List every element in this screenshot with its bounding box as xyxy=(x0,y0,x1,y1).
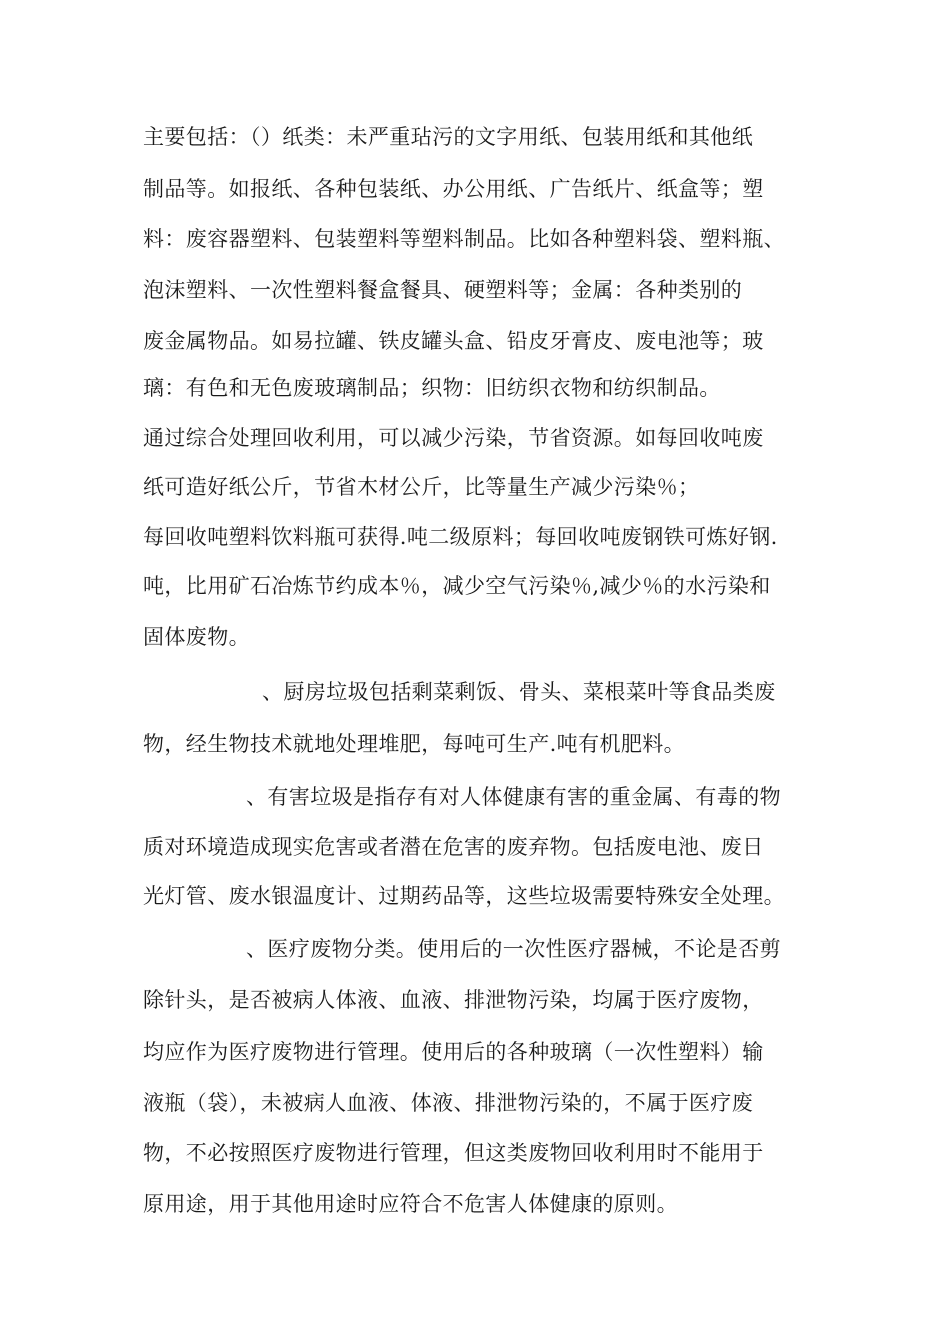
text-line: 料：废容器塑料、包装塑料等塑料制品。比如各种塑料袋、塑料瓶、 xyxy=(143,227,785,251)
text-line: 、厨房垃圾包括剩菜剩饭、骨头、菜根菜叶等食品类废 xyxy=(262,680,776,704)
text-line: 主要包括：（）纸类：未严重玷污的文字用纸、包装用纸和其他纸 xyxy=(143,125,754,149)
text-line: 物，经生物技术就地处理堆肥，每吨可生产.吨有机肥料。 xyxy=(143,732,686,756)
text-line: 固体废物。 xyxy=(143,625,250,649)
text-line: 泡沫塑料、一次性塑料餐盒餐具、硬塑料等；金属：各种类别的 xyxy=(143,278,743,302)
text-line: 每回收吨塑料饮料瓶可获得.吨二级原料；每回收吨废钢铁可炼好钢. xyxy=(143,525,778,549)
text-line: 吨，比用矿石冶炼节约成本％，减少空气污染％,减少％的水污染和 xyxy=(143,574,771,598)
text-line: 光灯管、废水银温度计、过期药品等，这些垃圾需要特殊安全处理。 xyxy=(143,884,785,908)
text-line: 璃：有色和无色废玻璃制品；织物：旧纺织衣物和纺织制品。 xyxy=(143,376,721,400)
text-line: 均应作为医疗废物进行管理。使用后的各种玻璃（一次性塑料）输 xyxy=(143,1040,764,1064)
text-line: 质对环境造成现实危害或者潜在危害的废弃物。包括废电池、废日 xyxy=(143,835,764,859)
text-line: 纸可造好纸公斤，节省木材公斤，比等量生产减少污染％； xyxy=(143,475,700,499)
text-line: 物，不必按照医疗废物进行管理，但这类废物回收利用时不能用于 xyxy=(143,1141,764,1165)
text-line: 、有害垃圾是指存有对人体健康有害的重金属、有毒的物 xyxy=(246,785,781,809)
text-line: 废金属物品。如易拉罐、铁皮罐头盒、铅皮牙膏皮、废电池等；玻 xyxy=(143,329,764,353)
text-line: 制品等。如报纸、各种包装纸、办公用纸、广告纸片、纸盒等；塑 xyxy=(143,177,764,201)
text-line: 通过综合处理回收利用，可以减少污染，节省资源。如每回收吨废 xyxy=(143,426,764,450)
text-line: 液瓶（袋），未被病人血液、体液、排泄物污染的，不属于医疗废 xyxy=(143,1091,754,1115)
text-line: 除针头，是否被病人体液、血液、排泄物污染，均属于医疗废物， xyxy=(143,988,764,1012)
text-line: 原用途，用于其他用途时应符合不危害人体健康的原则。 xyxy=(143,1192,678,1216)
text-line: 、医疗废物分类。使用后的一次性医疗器械，不论是否剪 xyxy=(246,937,781,961)
